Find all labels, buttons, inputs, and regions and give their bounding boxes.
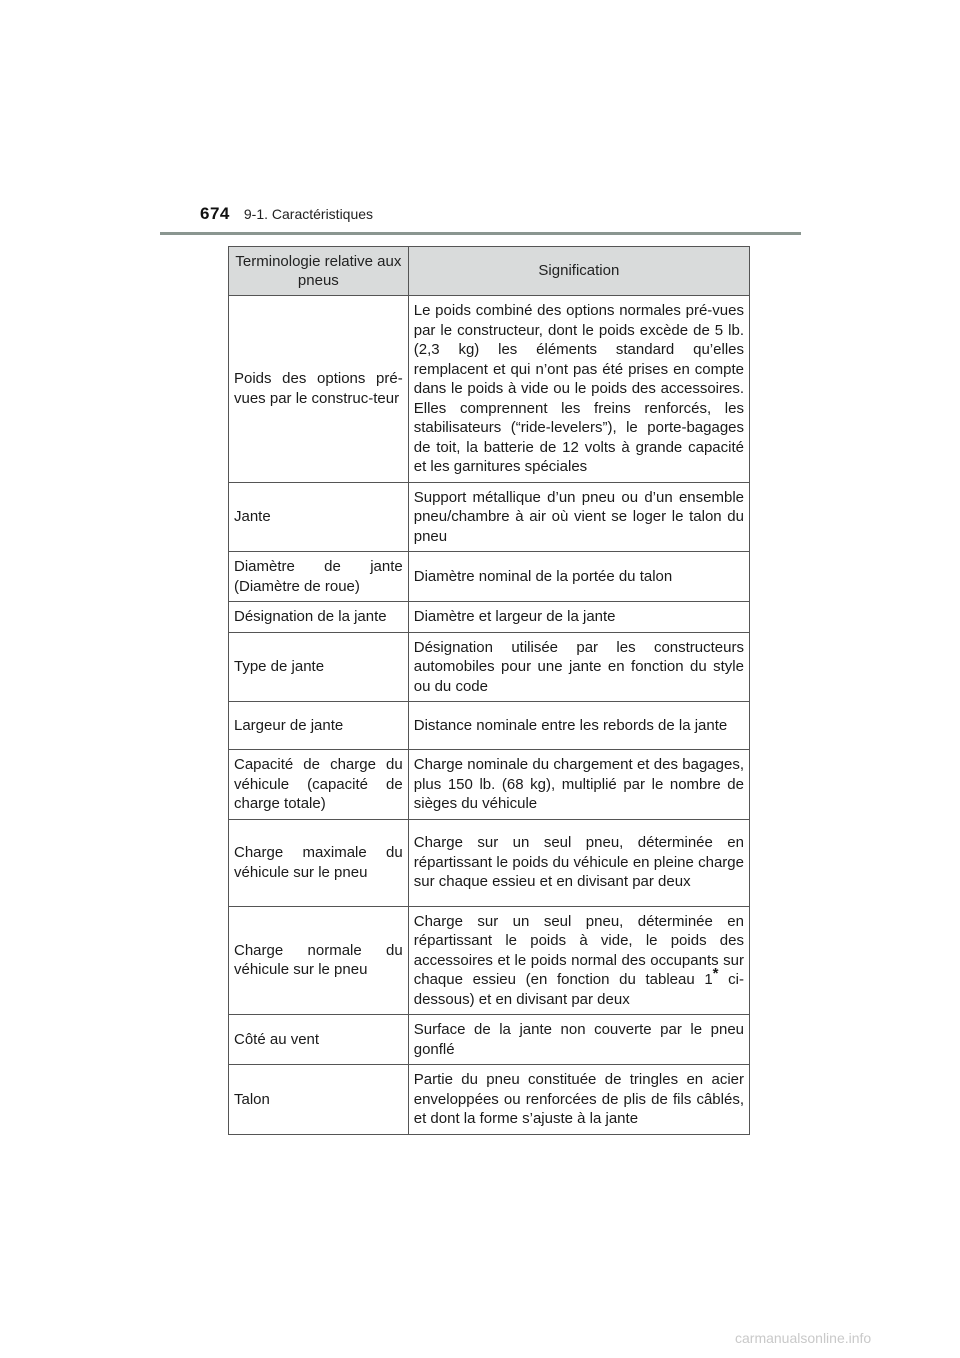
meaning-text: ci-dessous) et en divisant par deux xyxy=(413,971,744,1008)
term-cell: Talon xyxy=(229,1065,409,1135)
page-header xyxy=(200,204,373,230)
meaning-cell: Diamètre et largeur de la jante xyxy=(408,602,749,633)
tire-terminology-table xyxy=(228,246,750,1135)
meaning-cell: Surface de la jante non couverte par le pneu gonflé xyxy=(408,1015,749,1065)
table-row xyxy=(229,1015,750,1065)
column-header-meaning: Signification xyxy=(408,247,749,296)
meaning-cell: Désignation utilisée par les constructeurs automobiles pour une jante en fonction du style ou du code xyxy=(408,632,749,702)
term-cell: Type de jante xyxy=(229,632,409,702)
table-row xyxy=(229,702,750,750)
watermark: carmanualsonline.info xyxy=(735,1330,872,1346)
meaning-cell xyxy=(408,906,749,1015)
table-row xyxy=(229,482,750,552)
term-cell: Diamètre de jante (Diamètre de roue) xyxy=(229,552,409,602)
meaning-cell: Distance nominale entre les rebords de la jante xyxy=(408,702,749,750)
term-cell: Charge maximale du véhicule sur le pneu xyxy=(229,819,409,906)
footnote-asterisk: * xyxy=(712,965,719,982)
table-row xyxy=(229,632,750,702)
meaning-cell: Diamètre nominal de la portée du talon xyxy=(408,552,749,602)
meaning-cell: Le poids combiné des options normales pré-vues par le constructeur, dont le poids excède de 5 lb. (2,3 kg) les éléments standard qu’elles remplacent et qui n’ont pas été prises en compte dans le poids à vide ou le poids des accessoires. Elles comprennent les freins renforcés, les stabilisateurs (“ride-levelers”), le porte-bagages de toit, la batterie de 12 volts à grande capacité et les garnitures spéciales xyxy=(408,296,749,483)
meaning-cell: Partie du pneu constituée de tringles en acier enveloppées ou renforcées de plis de fils câblés, et dont la forme s’ajuste à la jante xyxy=(408,1065,749,1135)
header-divider xyxy=(160,232,801,235)
column-header-term: Terminologie relative aux pneus xyxy=(229,247,409,296)
term-cell: Largeur de jante xyxy=(229,702,409,750)
meaning-cell: Support métallique d’un pneu ou d’un ensemble pneu/chambre à air où vient se loger le talon du pneu xyxy=(408,482,749,552)
term-cell: Désignation de la jante xyxy=(229,602,409,633)
term-cell: Jante xyxy=(229,482,409,552)
term-cell: Poids des options pré-vues par le construc-teur xyxy=(229,296,409,483)
table-row xyxy=(229,750,750,820)
page-number: 674 xyxy=(200,204,230,223)
meaning-cell: Charge nominale du chargement et des bagages, plus 150 lb. (68 kg), multiplié par le nombre de sièges du véhicule xyxy=(408,750,749,820)
table-row xyxy=(229,602,750,633)
term-cell: Côté au vent xyxy=(229,1015,409,1065)
table-row xyxy=(229,906,750,1015)
meaning-text: Charge sur un seul pneu, déterminée en répartissant le poids à vide, le poids des accessoires et le poids normal des occupants sur chaque essieu (en fonction du tableau 1 xyxy=(413,912,744,988)
table-row xyxy=(229,1065,750,1135)
meaning-cell: Charge sur un seul pneu, déterminée en répartissant le poids du véhicule en pleine charge sur chaque essieu et en divisant par deux xyxy=(408,819,749,906)
term-cell: Capacité de charge du véhicule (capacité de charge totale) xyxy=(229,750,409,820)
table-row xyxy=(229,296,750,483)
table-row xyxy=(229,552,750,602)
term-cell: Charge normale du véhicule sur le pneu xyxy=(229,906,409,1015)
table-header-row xyxy=(229,247,750,296)
section-title: 9-1. Caractéristiques xyxy=(243,206,374,222)
table-row xyxy=(229,819,750,906)
